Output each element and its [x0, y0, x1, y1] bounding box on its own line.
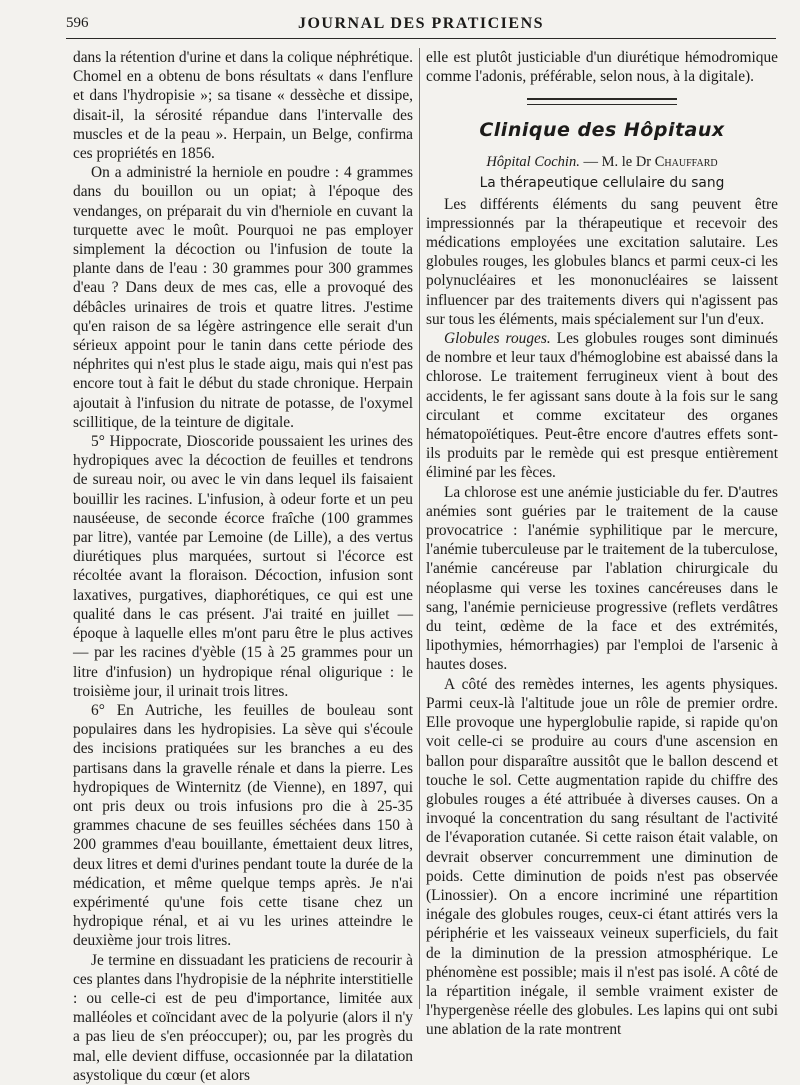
paragraph: Les différents éléments du sang peuvent être impressionnés par la thérapeutique et recevoir des médications employées une excitation salutaire. Les globules rouges, les globules blancs et parmi ceux-ci les polynucléaires et les mononucléaires se laissent influencer par des traitements divers qui n'agissent pas sur tous les éléments, mais spécialement sur l'un d'eux.: [426, 195, 778, 328]
paragraph: On a administré la herniole en poudre : 4 grammes dans du bouillon ou un opiat; à l'époque des vendanges, on préparait du vin d'herniole en cuvant la turquette avec le moût. Pourquoi ne pas employer simplement la décoction ou l'infusion de toute la plante dans de l'eau : 30 grammes pour 300 grammes d'eau ? Dans deux de mes cas, elle a provoqué des débâcles urinaires de trois et quatre litres. J'estime qu'en raison de sa légère astringence elle serait d'un sérieux appoint pour le tanin dans cette période des néphrites qui n'est plus le stade aigu, mais qui n'est pas encore tout à fait le début du stade chronique. Herpain ajoutait à l'infusion du nitrate de potasse, de l'oxymel scillitique, de la teinture de digitale.: [73, 164, 413, 431]
byline-dash: — M. le Dr: [579, 154, 655, 171]
paragraph: A côté des remèdes internes, les agents physiques. Parmi ceux-là l'altitude joue un rôle de premier ordre. Elle provoque une hyperglobulie rapide, si rapide qu'on voit celle-ci se produire au cours d'une ascension en ballon pour disparaître aussitôt que le ballon descend et touche le sol. Cette augmentation rapide du chiffre des globules rouges a été attribuée à diverses causes. On a invoqué la concentration du sang résultant de l'activité de l'évaporation cutanée. Si cette raison était valable, on devrait observer concurremment une diminution de poids. Cette diminution de poids n'est pas observée (Linossier). On a encore incriminé une répartition inégale des globules rouges, ceux-ci étant attirés vers la périphérie et les vaisseaux veineux superficiels, du fait de la diminution de la pression atmosphérique. Le phénomène est possible; mais il n'est pas isolé. A côté de la répartition inégale, il semble vraiment exister de l'hypergenèse réelle des globules. Les lapins qui ont subi une ablation de la rate montrent: [426, 675, 778, 1039]
article-byline: [426, 153, 778, 172]
article-title: La thérapeutique cellulaire du sang: [479, 174, 725, 191]
paragraph: dans la rétention d'urine et dans la colique néphrétique. Chomel en a obtenu de bons résultats « dans l'enflure et dans l'hydropisie »; sa tisane « dessèche et dissipe, disait-il, la sérosité répandue dans l'intervalle des muscles et de la peau ». Herpain, un Belge, confirma ces propriétés en 1856.: [73, 49, 413, 163]
page-number: 596: [66, 15, 89, 31]
section-title: Clinique des Hôpitaux: [479, 119, 725, 142]
paragraph-text: Les globules rouges sont diminués de nombre et leur taux d'hémoglobine est abaissé dans la chlorose. Le traitement ferrugineux vient à bout des accidents, le fer agissant sans doute à la fois sur le sang circulant et comme excitateur des organes hématopoïétiques. Peut-être encore d'autres effets sont-ils produits par le remède qui est presque entièrement éliminé par les fèces.: [426, 330, 779, 482]
section-separator: [527, 98, 677, 105]
left-column: [73, 48, 413, 1085]
paragraph: La chlorose est une anémie justiciable du fer. D'autres anémies sont guéries par le traitement de la cause provocatrice : l'anémie syphilitique par le mercure, l'anémie tuberculeuse par le traitement de la tuberculose, l'anémie cancéreuse par l'ablation chirurgicale du néoplasme qui verse les toxines cancéreuses dans le sang, l'anémie pernicieuse progressive (reflets verdâtres du teint, œdème de la face et des extrémités, lipothymies, hémorrhagies) par l'emploi de l'arsenic à hautes doses.: [426, 483, 778, 674]
right-column: [426, 48, 778, 1040]
hospital-name: Hôpital Cochin.: [486, 154, 580, 171]
column-divider: [419, 48, 420, 1009]
paragraph: Je termine en dissuadant les praticiens de recourir à ces plantes dans l'hydropisie de la néphrite interstitielle : ou celle-ci est de peu d'importance, limitée aux malléoles et coïncidant avec de la polyurie (alors il n'y a pas lieu de s'en préoccuper); ou, par les progrès du mal, elle devient diffuse, occasionnée par la dilatation asystolique du cœur (et alors: [73, 951, 413, 1084]
journal-title: JOURNAL DES PRATICIENS: [297, 15, 545, 32]
paragraph: [426, 329, 778, 483]
paragraph: 5° Hippocrate, Dioscoride poussaient les urines des hydropiques avec la décoction de feuilles et tendrons de sureau noir, ou avec le vin dans lequel ils faisaient bouillir les racines. L'infusion, à odeur forte et un peu nauséeuse, de seconde écorce fraîche (100 grammes par litre), vantée par Lemoine (de Lille), a des vertus diurétiques plus marquées, surtout si l'écorce est récoltée avant la floraison. Décoction, infusion sont laxatives, purgatives, diaphorétiques, ce qui est une qualité dans le cas présent. J'ai traité en juillet — époque à laquelle elles m'ont paru être le plus actives — par les racines d'yèble (15 à 25 grammes pour un litre d'infusion) un hydropique rénal oligurique : le troisième jour, il urinait trois litres.: [73, 433, 413, 700]
paragraph: 6° En Autriche, les feuilles de bouleau sont populaires dans les hydropisies. La sève qui s'écoule des incisions pratiquées sur les branches a eu des partisans dans la gravelle rénale et dans la pierre. Les hydropiques de Winternitz (de Vienne), en 1897, qui ont pris deux ou trois infusions pro die à 25-35 grammes chacune de ses feuilles séchées dans 150 à 200 grammes d'eau bouillante, émettaient deux litres, deux litres et demi d'urines pendant toute la durée de la médication, et même quelque temps après. Je n'ai expérimenté qu'une fois cette tisane chez un hydropique rénal, et ai vu les urines atteindre le deuxième jour trois litres.: [73, 701, 413, 950]
paragraph: elle est plutôt justiciable d'un diurétique hémodromique comme l'adonis, préférable, selon nous, à la digitale).: [426, 49, 778, 86]
author-name: Chauffard: [654, 154, 718, 171]
subsection-label: Globules rouges.: [444, 330, 551, 348]
page-header: [66, 12, 776, 39]
